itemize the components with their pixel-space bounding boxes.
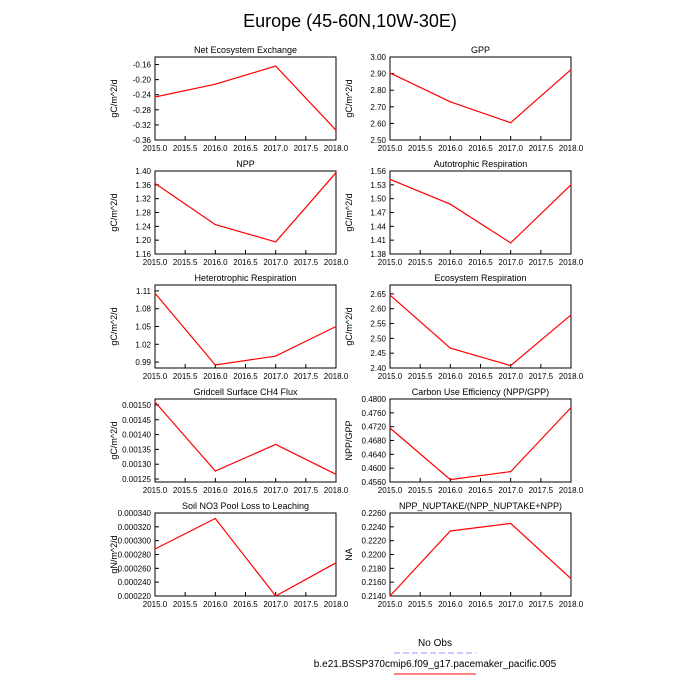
- chart-panels: [109, 45, 584, 609]
- x-tick-label: 2016.5: [233, 372, 258, 381]
- series-line: [390, 179, 571, 243]
- x-tick-label: 2015.5: [172, 144, 198, 153]
- data-point: [570, 184, 571, 185]
- data-point: [275, 65, 276, 66]
- series-line: [155, 293, 336, 365]
- data-point: [570, 578, 571, 579]
- y-tick-label: 0.99: [135, 358, 151, 368]
- plot-frame: [155, 399, 336, 482]
- x-tick-label: 2018.0: [558, 144, 584, 153]
- y-tick-label: 0.4720: [361, 422, 386, 432]
- panel-title: NPP_NUPTAKE/(NPP_NUPTAKE+NPP): [399, 501, 562, 511]
- y-tick-label: 0.2180: [361, 564, 386, 574]
- data-point: [215, 364, 216, 365]
- x-tick-label: 2017.0: [498, 258, 523, 267]
- x-tick-label: 2017.0: [263, 258, 288, 267]
- x-tick-label: 2015.5: [407, 258, 433, 267]
- data-point: [154, 548, 155, 549]
- data-point: [275, 356, 276, 357]
- chart-panel: [109, 159, 349, 267]
- chart-panel: [109, 501, 349, 609]
- y-axis-label: gN/m^2/d: [109, 535, 119, 574]
- panel-title: NPP: [236, 159, 255, 169]
- x-tick-label: 2017.0: [498, 372, 523, 381]
- x-tick-label: 2015.0: [377, 486, 403, 495]
- x-tick-label: 2017.0: [263, 372, 288, 381]
- y-tick-label: 1.40: [135, 167, 151, 176]
- data-point: [389, 595, 390, 596]
- panel-title: Ecosystem Respiration: [434, 273, 527, 283]
- x-tick-label: 2016.5: [233, 486, 258, 495]
- data-point: [570, 407, 571, 408]
- panel-title: Gridcell Surface CH4 Flux: [193, 387, 298, 397]
- data-point: [215, 84, 216, 85]
- x-tick-label: 2015.5: [407, 372, 433, 381]
- y-axis-label: gC/m^2/d: [109, 421, 119, 460]
- x-tick-label: 2016.0: [203, 600, 228, 609]
- x-tick-label: 2016.0: [203, 372, 228, 381]
- data-point: [450, 204, 451, 205]
- plot-frame: [390, 285, 571, 368]
- x-tick-label: 2015.0: [377, 372, 403, 381]
- data-point: [510, 471, 511, 472]
- y-tick-label: 2.65: [370, 289, 386, 299]
- y-axis-label: gC/m^2/d: [109, 79, 119, 118]
- y-tick-label: 1.11: [136, 286, 151, 296]
- x-tick-label: 2017.5: [293, 258, 319, 267]
- y-tick-label: 2.50: [370, 334, 386, 344]
- x-tick-label: 2016.0: [203, 258, 228, 267]
- y-tick-label: 0.00145: [122, 415, 151, 425]
- y-tick-label: 0.4560: [361, 478, 386, 487]
- y-tick-label: 0.4760: [361, 408, 386, 418]
- x-tick-label: 2016.0: [438, 600, 463, 609]
- y-tick-label: 0.2160: [361, 578, 386, 588]
- x-tick-label: 2015.0: [142, 258, 168, 267]
- y-tick-label: -0.16: [132, 60, 151, 70]
- y-axis-label: NPP/GPP: [344, 420, 354, 461]
- x-tick-label: 2016.5: [468, 372, 493, 381]
- data-point: [215, 224, 216, 225]
- x-tick-label: 2015.5: [407, 486, 433, 495]
- y-tick-label: 0.2220: [361, 536, 386, 546]
- y-axis-label: gC/m^2/d: [344, 307, 354, 346]
- y-tick-label: 0.000240: [117, 578, 151, 588]
- x-tick-label: 2017.5: [528, 372, 554, 381]
- chart-panel: [344, 501, 584, 609]
- x-tick-label: 2017.5: [528, 600, 554, 609]
- panel-title: Net Ecosystem Exchange: [193, 45, 298, 55]
- x-tick-label: 2018.0: [558, 258, 584, 267]
- legend-model-label: b.e21.BSSP370cmip6.f09_g17.pacemaker_pacific.005: [313, 659, 557, 670]
- x-tick-label: 2016.0: [438, 486, 463, 495]
- x-tick-label: 2016.5: [233, 258, 258, 267]
- y-tick-label: 2.90: [370, 69, 386, 79]
- x-tick-label: 2018.0: [323, 600, 349, 609]
- x-tick-label: 2017.5: [528, 258, 554, 267]
- x-tick-label: 2018.0: [558, 372, 584, 381]
- y-tick-label: 0.2240: [361, 522, 386, 532]
- y-tick-label: 0.4600: [361, 464, 386, 474]
- plot-frame: [390, 171, 571, 254]
- y-tick-label: 0.00125: [122, 475, 151, 485]
- panel-title: Heterotrophic Respiration: [194, 273, 297, 283]
- y-tick-label: 1.20: [135, 236, 151, 246]
- y-tick-label: 0.000280: [117, 550, 151, 560]
- data-point: [154, 401, 155, 402]
- y-tick-label: 0.000220: [117, 592, 151, 601]
- chart-panel: [344, 45, 584, 153]
- plot-frame: [155, 171, 336, 254]
- data-point: [510, 242, 511, 243]
- x-tick-label: 2015.0: [142, 144, 168, 153]
- x-tick-label: 2015.0: [377, 144, 403, 153]
- y-tick-label: 1.16: [135, 250, 151, 259]
- y-axis-label: gC/m^2/d: [109, 193, 119, 232]
- panel-title: Soil NO3 Pool Loss to Leaching: [181, 501, 310, 511]
- data-point: [154, 293, 155, 294]
- series-line: [390, 408, 571, 480]
- x-tick-label: 2015.0: [142, 486, 168, 495]
- series-line: [155, 519, 336, 597]
- y-tick-label: -0.36: [132, 136, 151, 145]
- y-axis-label: gC/m^2/d: [344, 193, 354, 232]
- chart-panel: [344, 273, 584, 381]
- x-tick-label: 2018.0: [323, 486, 349, 495]
- x-tick-label: 2017.5: [293, 144, 319, 153]
- data-point: [510, 122, 511, 123]
- data-point: [275, 595, 276, 596]
- y-tick-label: -0.28: [132, 105, 151, 115]
- x-tick-label: 2016.0: [438, 372, 463, 381]
- x-tick-label: 2016.5: [468, 486, 493, 495]
- chart-panel: [109, 387, 349, 495]
- data-point: [335, 326, 336, 327]
- plot-frame: [155, 57, 336, 140]
- y-tick-label: 0.000320: [117, 522, 151, 532]
- figure-title: Europe (45-60N,10W-30E): [243, 11, 457, 31]
- y-tick-label: 1.53: [370, 180, 386, 190]
- chart-panel: [344, 387, 584, 495]
- y-tick-label: 2.50: [370, 136, 386, 145]
- y-tick-label: 0.00135: [122, 445, 151, 455]
- y-axis-label: NA: [344, 548, 354, 561]
- y-axis-label: gC/m^2/d: [109, 307, 119, 346]
- x-tick-label: 2017.0: [263, 486, 288, 495]
- y-tick-label: 0.000260: [117, 564, 151, 574]
- x-tick-label: 2017.0: [498, 144, 523, 153]
- y-tick-label: 0.000300: [117, 536, 151, 546]
- plot-frame: [155, 513, 336, 596]
- panel-title: Autotrophic Respiration: [433, 159, 528, 169]
- x-tick-label: 2017.0: [498, 486, 523, 495]
- data-point: [275, 241, 276, 242]
- y-tick-label: 0.4680: [361, 436, 386, 446]
- y-tick-label: 2.40: [370, 364, 386, 373]
- data-point: [389, 294, 390, 295]
- y-tick-label: 1.02: [135, 340, 151, 350]
- x-tick-label: 2015.5: [172, 486, 198, 495]
- x-tick-label: 2016.5: [468, 144, 493, 153]
- y-tick-label: -0.20: [132, 75, 151, 85]
- x-tick-label: 2015.0: [142, 372, 168, 381]
- chart-panel: [109, 45, 349, 153]
- data-point: [215, 518, 216, 519]
- data-point: [335, 562, 336, 563]
- x-tick-label: 2018.0: [558, 486, 584, 495]
- y-tick-label: 1.08: [135, 304, 151, 314]
- y-tick-label: 1.24: [135, 222, 151, 232]
- y-tick-label: 1.44: [370, 222, 386, 232]
- y-tick-label: 2.80: [370, 86, 386, 96]
- x-tick-label: 2018.0: [558, 600, 584, 609]
- data-point: [450, 348, 451, 349]
- y-tick-label: 2.60: [370, 119, 386, 129]
- y-tick-label: 1.36: [135, 180, 151, 190]
- data-point: [450, 479, 451, 480]
- y-tick-label: 0.2200: [361, 550, 386, 560]
- y-tick-label: 1.47: [370, 208, 386, 218]
- x-tick-label: 2015.5: [172, 372, 198, 381]
- y-tick-label: 2.45: [370, 349, 386, 359]
- y-tick-label: 0.4800: [361, 395, 386, 404]
- x-tick-label: 2016.0: [203, 144, 228, 153]
- x-tick-label: 2016.0: [438, 144, 463, 153]
- x-tick-label: 2016.5: [233, 144, 258, 153]
- data-point: [335, 474, 336, 475]
- x-tick-label: 2017.5: [528, 144, 554, 153]
- y-tick-label: 1.56: [370, 167, 386, 176]
- x-tick-label: 2016.5: [468, 258, 493, 267]
- x-tick-label: 2015.5: [172, 600, 198, 609]
- data-point: [450, 101, 451, 102]
- panel-title: Carbon Use Efficiency (NPP/GPP): [411, 387, 550, 397]
- y-tick-label: 3.00: [370, 53, 386, 62]
- series-line: [155, 66, 336, 130]
- x-tick-label: 2017.0: [498, 600, 523, 609]
- chart-panel: [344, 159, 584, 267]
- x-tick-label: 2015.0: [142, 600, 168, 609]
- x-tick-label: 2016.5: [233, 600, 258, 609]
- x-tick-label: 2016.5: [468, 600, 493, 609]
- plot-frame: [390, 57, 571, 140]
- y-tick-label: 1.50: [370, 194, 386, 204]
- x-tick-label: 2018.0: [323, 258, 349, 267]
- y-tick-label: 0.00150: [122, 400, 151, 410]
- x-tick-label: 2017.0: [263, 144, 288, 153]
- series-line: [390, 295, 571, 366]
- y-tick-label: 2.60: [370, 304, 386, 314]
- panel-title: GPP: [470, 45, 491, 55]
- y-axis-label: gC/m^2/d: [344, 79, 354, 118]
- x-tick-label: 2017.5: [528, 486, 554, 495]
- data-point: [450, 530, 451, 531]
- data-point: [215, 470, 216, 471]
- data-point: [154, 183, 155, 184]
- y-tick-label: 0.2260: [361, 509, 386, 518]
- y-tick-label: 2.70: [370, 102, 386, 112]
- chart-panel: [109, 273, 349, 381]
- data-point: [335, 130, 336, 131]
- x-tick-label: 2015.5: [407, 600, 433, 609]
- x-tick-label: 2015.5: [172, 258, 198, 267]
- y-tick-label: 1.38: [370, 250, 386, 259]
- series-line: [390, 523, 571, 596]
- x-tick-label: 2018.0: [323, 372, 349, 381]
- x-tick-label: 2017.5: [293, 486, 319, 495]
- x-tick-label: 2017.0: [263, 600, 288, 609]
- data-point: [570, 314, 571, 315]
- data-point: [275, 444, 276, 445]
- x-tick-label: 2017.5: [293, 600, 319, 609]
- y-tick-label: 0.00140: [122, 430, 151, 440]
- series-line: [155, 173, 336, 242]
- data-point: [154, 96, 155, 97]
- x-tick-label: 2015.5: [407, 144, 433, 153]
- data-point: [570, 69, 571, 70]
- y-tick-label: 2.55: [370, 319, 386, 329]
- x-tick-label: 2015.0: [377, 600, 403, 609]
- y-tick-label: -0.32: [132, 120, 151, 130]
- data-point: [510, 523, 511, 524]
- y-tick-label: 0.000340: [117, 509, 151, 518]
- data-point: [335, 172, 336, 173]
- y-tick-label: 1.05: [135, 322, 151, 332]
- x-tick-label: 2015.0: [377, 258, 403, 267]
- x-tick-label: 2016.0: [203, 486, 228, 495]
- x-tick-label: 2018.0: [323, 144, 349, 153]
- y-tick-label: 1.32: [135, 194, 151, 204]
- y-tick-label: 1.28: [135, 208, 151, 218]
- data-point: [510, 365, 511, 366]
- y-tick-label: 1.41: [370, 236, 386, 246]
- data-point: [389, 179, 390, 180]
- legend: [314, 638, 557, 674]
- data-point: [389, 427, 390, 428]
- x-tick-label: 2016.0: [438, 258, 463, 267]
- y-tick-label: 0.4640: [361, 450, 386, 460]
- legend-obs-label: No Obs: [418, 638, 452, 649]
- y-tick-label: -0.24: [132, 90, 151, 100]
- data-point: [389, 72, 390, 73]
- series-line: [155, 402, 336, 474]
- y-tick-label: 0.00130: [122, 460, 151, 470]
- plot-frame: [390, 399, 571, 482]
- y-tick-label: 0.2140: [361, 592, 386, 601]
- series-line: [390, 70, 571, 123]
- x-tick-label: 2017.5: [293, 372, 319, 381]
